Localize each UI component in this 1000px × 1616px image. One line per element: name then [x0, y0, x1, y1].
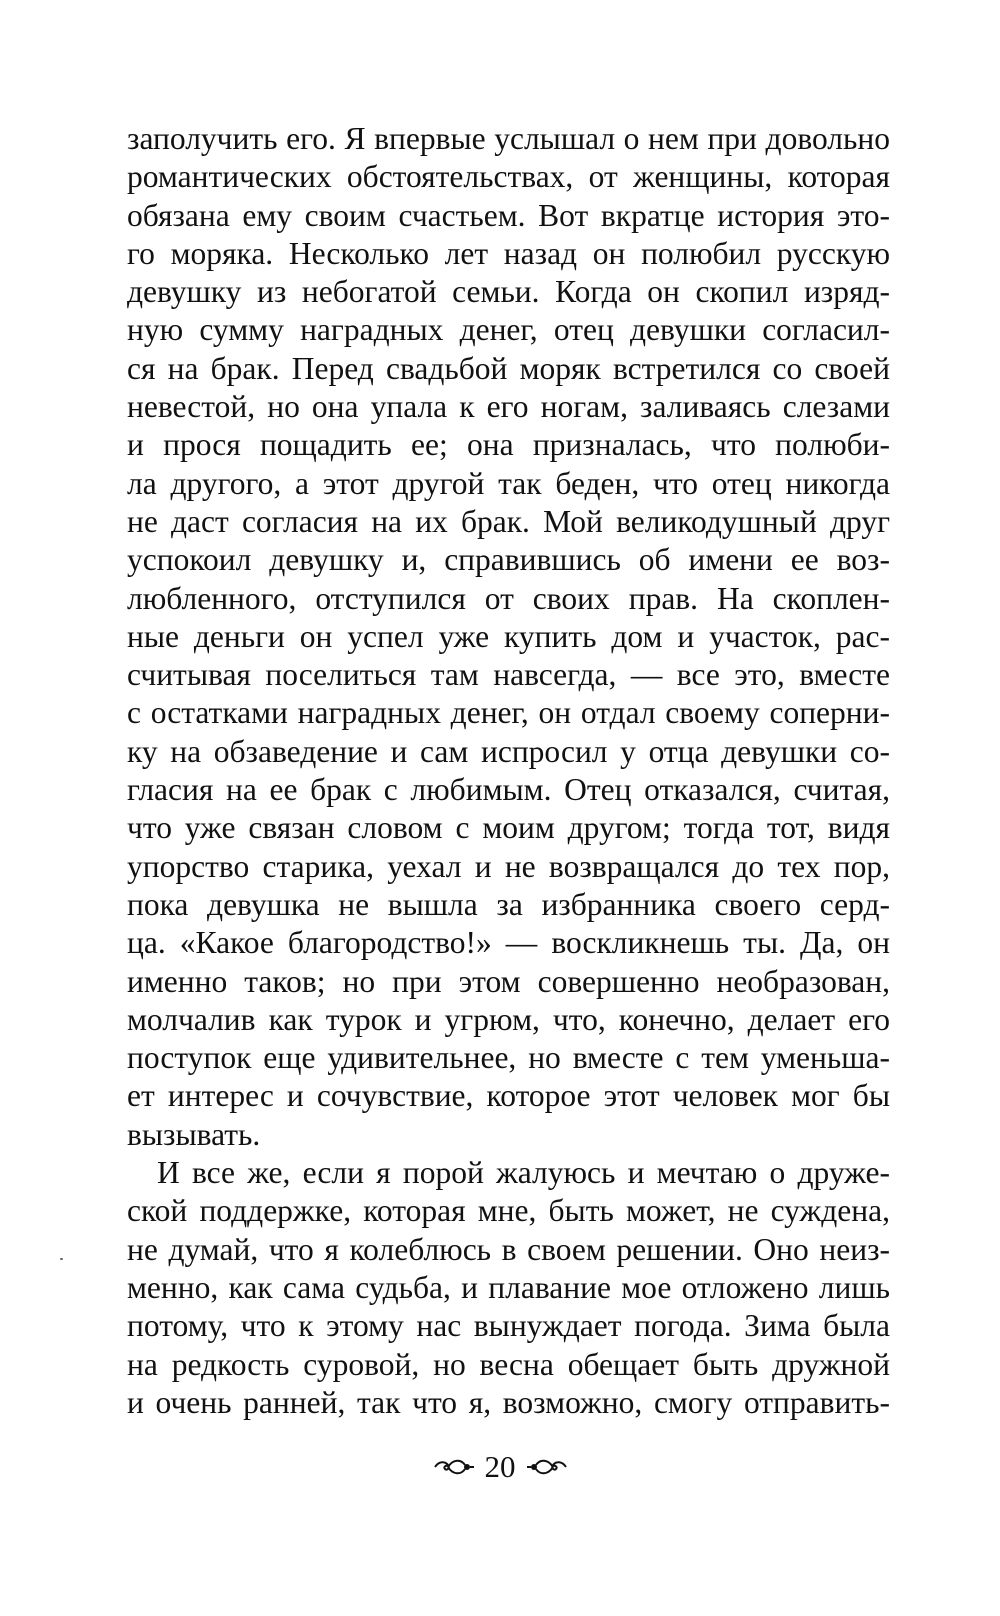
- text-line: ку на обзаведение и сам испросил у отца девушки со-: [127, 733, 890, 769]
- text-line: не даст согласия на их брак. Мой великодушный друг: [127, 503, 890, 539]
- text-line: заполучить его. Я впервые услышал о нем при довольно: [127, 121, 890, 156]
- text-line: девушку из небогатой семьи. Когда он скопил изряд-: [127, 274, 890, 310]
- text-line: невестой, но она упала к его ногам, заливаясь слезами: [127, 389, 890, 425]
- fleuron-left-icon: [433, 1455, 475, 1479]
- text-line: с остатками наградных денег, он отдал своему соперни-: [127, 695, 890, 731]
- text-line: молчалив как турок и угрюм, что, конечно, делает его: [127, 1001, 890, 1037]
- text-line: не думай, что я колеблюсь в своем решении. Оно неиз-: [127, 1231, 890, 1267]
- text-line: го моряка. Несколько лет назад он полюбил русскую: [127, 235, 890, 271]
- text-line: любленного, отступился от своих прав. На скоплен-: [127, 580, 890, 616]
- text-line: успокоил девушку и, справившись об имени ее воз-: [127, 542, 890, 578]
- text-line: ла другого, а этот другой так беден, что отец никогда: [127, 465, 890, 501]
- paragraph-end-line: вызывать.: [127, 1116, 261, 1152]
- text-line: и очень ранней, так что я, возможно, смогу отправить-: [127, 1384, 890, 1420]
- text-line: менно, как сама судьба, и плавание мое отложено лишь: [127, 1269, 890, 1305]
- text-line: поступок еще удивительнее, но вместе с тем уменьша-: [127, 1040, 890, 1076]
- text-line: именно таков; но при этом совершенно необразован,: [127, 963, 890, 999]
- text-line: ца. «Какое благородство!» — воскликнешь ты. Да, он: [127, 925, 890, 961]
- scan-speck: [60, 1258, 63, 1260]
- fleuron-right-icon: [526, 1455, 568, 1479]
- text-line: что уже связан словом с моим другом; тогда тот, видя: [127, 810, 890, 846]
- text-line: ную сумму наградных денег, отец девушки согласил-: [127, 312, 890, 348]
- text-line: ет интерес и сочувствие, которое этот человек мог бы: [127, 1078, 890, 1114]
- text-line: считывая поселиться там навсегда, — все это, вместе: [127, 657, 890, 693]
- text-line: ные деньги он успел уже купить дом и участок, рас-: [127, 618, 890, 654]
- text-line: ской поддержке, которая мне, быть может, не суждена,: [127, 1193, 890, 1229]
- text-line: и прося пощадить ее; она призналась, что полюби-: [127, 427, 890, 463]
- text-line: романтических обстоятельствах, от женщины, которая: [127, 159, 890, 195]
- page-number: 20: [484, 1449, 516, 1484]
- text-line: обязана ему своим счастьем. Вот вкратце история это-: [127, 197, 890, 233]
- text-line: потому, что к этому нас вынуждает погода. Зима была: [127, 1308, 890, 1344]
- text-line: на редкость суровой, но весна обещает быть дружной: [127, 1346, 890, 1382]
- text-line: пока девушка не вышла за избранника своего серд-: [127, 886, 890, 922]
- page-footer: [0, 1449, 1000, 1485]
- text-line: гласия на ее брак с любимым. Отец отказался, считая,: [127, 772, 890, 808]
- text-line: ся на брак. Перед свадьбой моряк встретился со своей: [127, 350, 890, 386]
- body-text: [127, 120, 890, 1422]
- paragraph-start-line: И все же, если я порой жалуюсь и мечтаю о друже-: [157, 1155, 890, 1191]
- text-line: упорство старика, уехал и не возвращался до тех пор,: [127, 848, 890, 884]
